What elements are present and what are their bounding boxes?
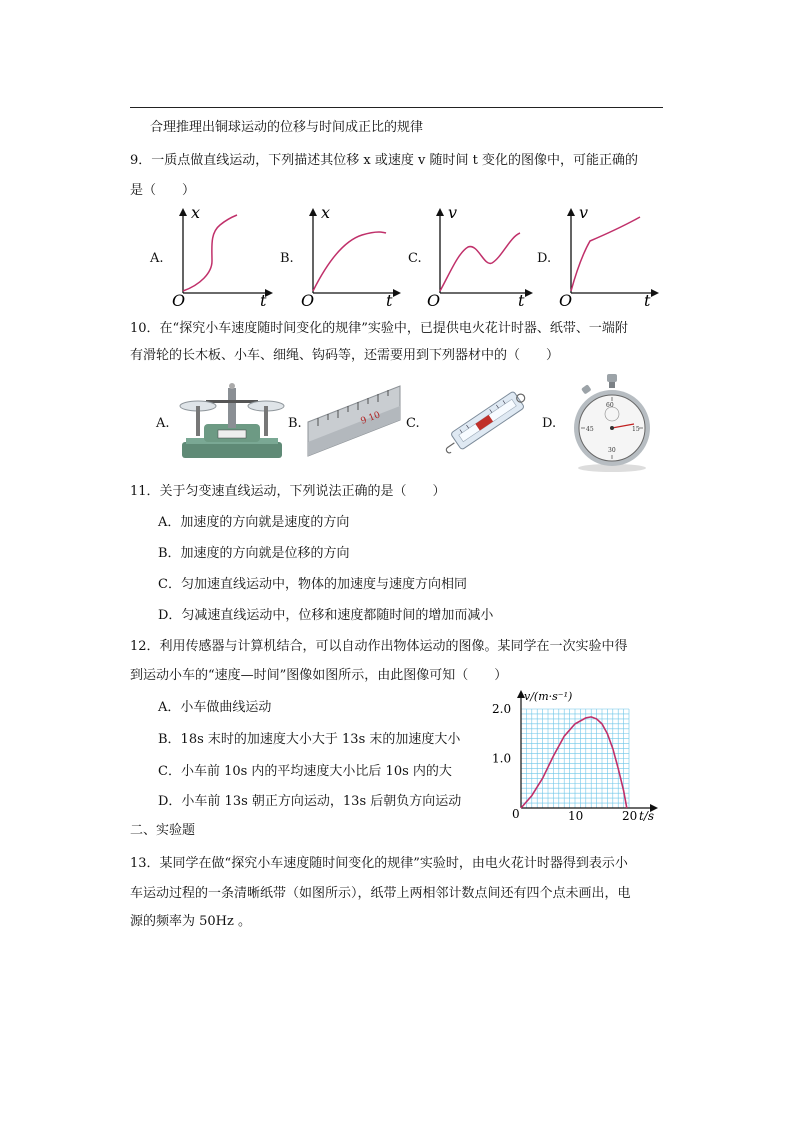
stopwatch-image bbox=[566, 372, 658, 474]
q9-option-d-graph bbox=[556, 203, 666, 308]
svg-text:15: 15 bbox=[632, 426, 640, 433]
origin-label: 0 bbox=[512, 807, 520, 821]
y-axis-label: v/(m·s⁻¹) bbox=[524, 690, 573, 703]
q9-option-d-letter: D. bbox=[537, 251, 552, 266]
header-rule bbox=[130, 107, 663, 108]
q13-line2: 车运动过程的一条清晰纸带（如图所示），纸带上两相邻计数点间还有四个点未画出，电 bbox=[130, 886, 631, 901]
q9-d-x-label: t bbox=[644, 291, 651, 308]
x-tick-label: 20 bbox=[622, 809, 638, 823]
x-axis-label: t/s bbox=[639, 809, 655, 823]
q9-d-y-label: v bbox=[579, 203, 589, 222]
q12-option-d: D．小车前 13s 朝正方向运动，13s 后朝负方向运动 bbox=[158, 794, 462, 809]
steel-ruler-image bbox=[304, 384, 402, 468]
q9-d-origin: O bbox=[559, 291, 573, 308]
q9-a-y-label: x bbox=[191, 203, 201, 222]
q10-option-c-letter: C. bbox=[406, 416, 420, 431]
q9-c-x-label: t bbox=[518, 291, 525, 308]
q10-stem-line1: 10．在“探究小车速度随时间变化的规律”实验中，已提供电火花计时器、纸带、一端附 bbox=[130, 321, 628, 336]
q9-b-origin: O bbox=[301, 291, 315, 308]
q11-option-b: B．加速度的方向就是位移的方向 bbox=[158, 546, 350, 561]
q9-a-x-label: t bbox=[260, 291, 267, 308]
q9-stem-line1: 9．一质点做直线运动，下列描述其位移 x 或速度 v 随时间 t 变化的图像中，可能正确的 bbox=[130, 153, 638, 168]
q9-option-a-graph bbox=[170, 203, 280, 308]
q11-option-a: A．加速度的方向就是速度的方向 bbox=[158, 515, 350, 530]
q10-option-b-letter: B. bbox=[288, 416, 302, 431]
svg-text:45: 45 bbox=[586, 426, 594, 433]
q10-option-a-letter: A. bbox=[156, 416, 170, 431]
svg-text:30: 30 bbox=[608, 447, 616, 454]
q13-line3: 源的频率为 50Hz 。 bbox=[130, 914, 251, 929]
svg-text:60: 60 bbox=[606, 402, 614, 409]
chart-axes bbox=[517, 690, 658, 812]
q10-stem-line2: 有滑轮的长木板、小车、细绳、钩码等，还需要用到下列器材中的（ ） bbox=[130, 348, 560, 363]
q12-option-a: A．小车做曲线运动 bbox=[158, 700, 272, 715]
velocity-time-chart bbox=[484, 688, 664, 828]
q9-option-b-graph bbox=[298, 203, 408, 308]
q9-option-c-graph bbox=[426, 203, 541, 308]
q9-option-a-letter: A. bbox=[150, 251, 164, 266]
x-tick-label: 10 bbox=[568, 809, 584, 823]
q11-stem: 11．关于匀变速直线运动，下列说法正确的是（ ） bbox=[130, 484, 446, 499]
q12-stem-line1: 12．利用传感器与计算机结合，可以自动作出物体运动的图像。某同学在一次实验中得 bbox=[130, 639, 628, 654]
q11-option-c: C．匀加速直线运动中，物体的加速度与速度方向相同 bbox=[158, 577, 467, 592]
chart-series-line bbox=[521, 717, 627, 808]
y-tick-label: 1.0 bbox=[492, 751, 512, 766]
q12-option-c: C．小车前 10s 内的平均速度大小比后 10s 内的大 bbox=[158, 764, 452, 779]
q13-line1: 13．某同学在做“探究小车速度随时间变化的规律”实验时，由电火花计时器得到表示小 bbox=[130, 856, 628, 871]
y-tick-label: 2.0 bbox=[492, 702, 512, 716]
spring-scale-image bbox=[430, 378, 534, 468]
q12-option-b: B．18s 末时的加速度大小大于 13s 末的加速度大小 bbox=[158, 732, 461, 747]
q9-b-y-label: x bbox=[321, 203, 331, 222]
q9-option-c-letter: C. bbox=[408, 251, 422, 266]
q12-stem-line2: 到运动小车的“速度—时间”图像如图所示，由此图像可知（ ） bbox=[130, 668, 508, 683]
balance-scale-image bbox=[176, 380, 288, 464]
section-title: 二、实验题 bbox=[130, 823, 196, 838]
svg-text:9 10: 9 10 bbox=[359, 410, 382, 427]
q9-a-origin: O bbox=[172, 291, 186, 308]
q11-option-d: D．匀减速直线运动中，位移和速度都随时间的增加而减小 bbox=[158, 608, 494, 623]
q9-c-origin: O bbox=[427, 291, 441, 308]
q9-stem-line2: 是（ ） bbox=[130, 183, 196, 198]
q9-b-x-label: t bbox=[386, 291, 393, 308]
q9-c-y-label: v bbox=[448, 203, 458, 222]
q10-option-d-letter: D. bbox=[542, 416, 557, 431]
q9-option-b-letter: B. bbox=[280, 251, 294, 266]
top-continuation-text: 合理推理出铜球运动的位移与时间成正比的规律 bbox=[150, 120, 424, 135]
